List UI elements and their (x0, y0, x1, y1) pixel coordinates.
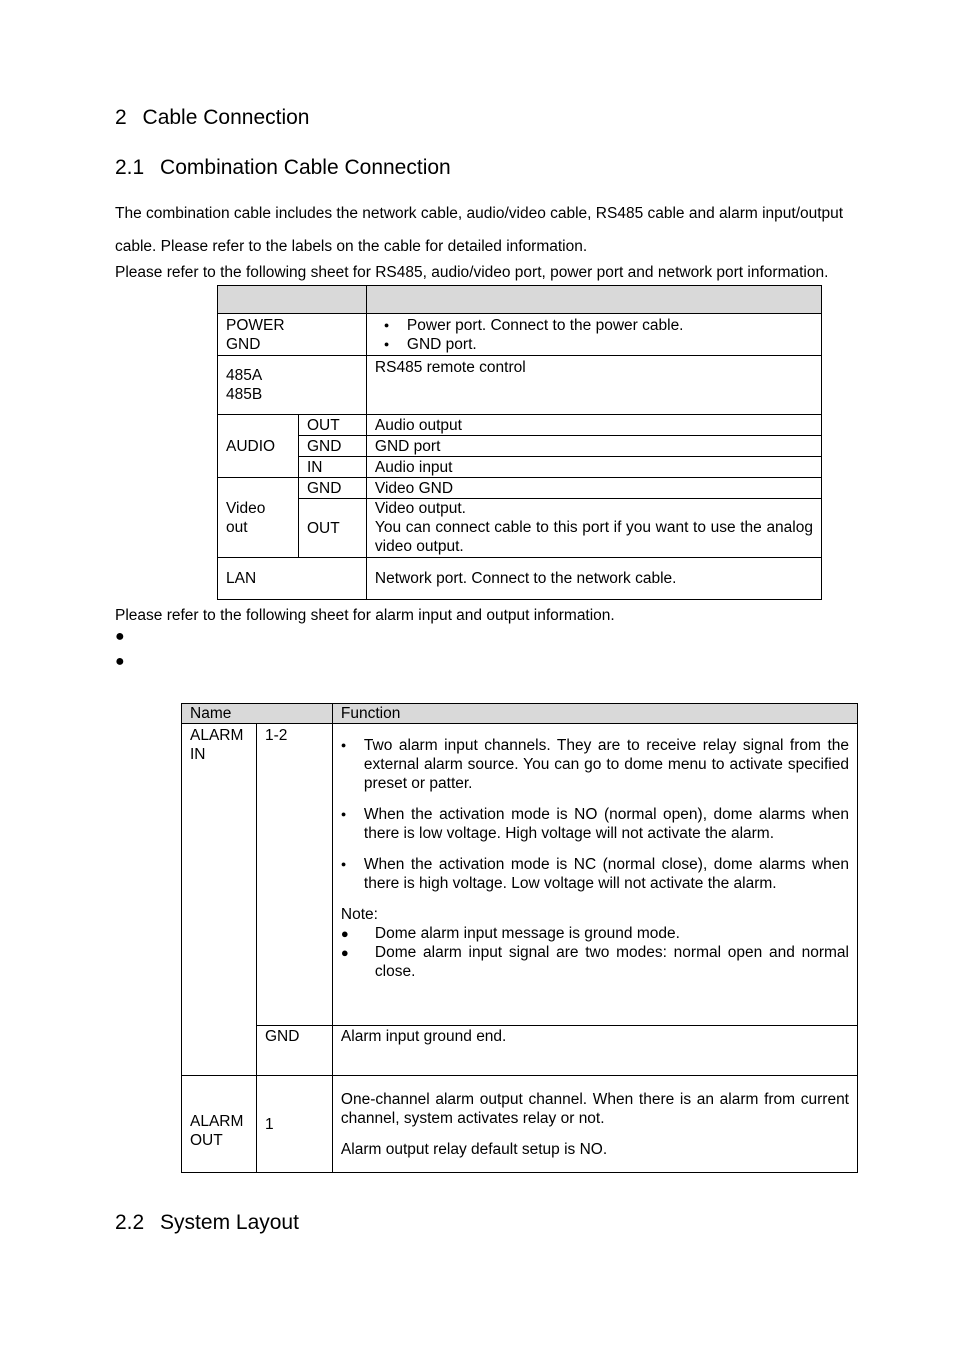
port-name: Video (226, 499, 266, 517)
port-table (217, 285, 822, 600)
desc-cell: RS485 remote control (366, 356, 821, 415)
pin-cell: GND (298, 478, 366, 499)
list-item: ● Two alarm input channels. They are to receive relay signal from the external alarm source. You can go to dome menu to activate specified preset or patter. (341, 736, 849, 793)
section-number: 2.1 (115, 156, 145, 179)
port-name: 485A (226, 367, 263, 384)
alarm-in-bullets (341, 736, 849, 893)
note-bullets (341, 924, 849, 981)
desc-line: You can connect cable to this port if you want to use the analog video output. (374, 519, 813, 555)
table-row (218, 436, 822, 457)
header-cell (366, 286, 821, 314)
table-row (218, 558, 822, 600)
pin-cell (298, 314, 366, 356)
power-bullets (375, 316, 813, 354)
header-name: Name (182, 704, 333, 724)
list-item: ● Dome alarm input signal are two modes: normal open and normal close. (341, 943, 849, 981)
desc-line: Video output. (374, 500, 466, 517)
header-function: Function (332, 704, 857, 724)
alarm-table-header (182, 704, 858, 724)
alarm-in-function (332, 724, 857, 1026)
port-name-cell (218, 356, 299, 415)
pin-cell: GND (298, 436, 366, 457)
list-item: ● Dome alarm input message is ground mode. (341, 924, 849, 943)
port-name-cell (218, 478, 299, 558)
section-heading-2-2 (115, 1211, 299, 1235)
section-title: Combination Cable Connection (160, 156, 451, 179)
list-item: ● Power port. Connect to the power cable. (384, 316, 813, 335)
alarm-table (181, 703, 858, 1173)
port-table-header (218, 286, 822, 314)
alarm-gnd-pin: GND (256, 1026, 332, 1076)
alarm-in-name: ALARM IN (182, 724, 257, 1076)
table-row (218, 478, 822, 499)
desc-cell (366, 314, 821, 356)
section-number: 2 (115, 106, 127, 129)
alarm-out-name: ALARM OUT (182, 1076, 257, 1173)
desc-cell: Video GND (366, 478, 821, 499)
empty-bullet: ● (115, 653, 125, 670)
table-row (218, 499, 822, 558)
table-row (218, 356, 822, 415)
section-heading-2-1 (115, 156, 451, 180)
table-row (182, 1076, 858, 1173)
note-label: Note: (340, 906, 378, 923)
port-name-cell: AUDIO (218, 415, 299, 478)
alarm-gnd-desc: Alarm input ground end. (332, 1026, 857, 1076)
port-name: GND (226, 335, 261, 353)
port-name-cell: LAN (218, 558, 367, 600)
table-row (218, 457, 822, 478)
intro-line-3: Please refer to the following sheet for RS485, audio/video port, power port and network port information. (115, 264, 829, 281)
header-cell (218, 286, 367, 314)
port-name: POWER (226, 316, 285, 334)
alarm-intro: Please refer to the following sheet for alarm input and output information. (115, 607, 615, 624)
table-row (182, 724, 858, 1026)
table-row (218, 415, 822, 436)
section-heading-2 (115, 106, 309, 130)
pin-cell: OUT (298, 499, 366, 558)
pin-cell: IN (298, 457, 366, 478)
pin-cell: OUT (298, 415, 366, 436)
intro-line-2: cable. Please refer to the labels on the cable for detailed information. (115, 238, 588, 255)
desc-cell (366, 499, 821, 558)
empty-bullet: ● (115, 628, 125, 645)
port-name-cell (218, 314, 299, 356)
alarm-in-channels: 1-2 (256, 724, 332, 1026)
table-row (218, 314, 822, 356)
desc-cell: Audio input (366, 457, 821, 478)
alarm-out-channels: 1 (256, 1076, 332, 1173)
desc-line: Alarm output relay default setup is NO. (340, 1140, 608, 1158)
port-name: out (226, 518, 248, 536)
list-item: ● When the activation mode is NO (normal open), dome alarms when there is low voltage. High voltage will not activate the alarm. (341, 805, 849, 843)
pin-cell (298, 356, 366, 415)
desc-cell: GND port (366, 436, 821, 457)
desc-cell: Network port. Connect to the network cable. (366, 558, 821, 600)
list-item: ● GND port. (384, 335, 813, 354)
list-item: ● When the activation mode is NC (normal close), dome alarms when there is high voltage. Low voltage will not activate the alarm. (341, 855, 849, 893)
section-title: Cable Connection (142, 106, 310, 129)
port-name: 485B (226, 386, 263, 403)
section-title: System Layout (160, 1211, 299, 1234)
desc-cell: Audio output (366, 415, 821, 436)
section-number: 2.2 (115, 1211, 145, 1234)
desc-line: One-channel alarm output channel. When there is an alarm from current channel, system activates relay or not. (340, 1090, 849, 1127)
table-row (182, 1026, 858, 1076)
alarm-out-function (332, 1076, 857, 1173)
intro-line-1: The combination cable includes the network cable, audio/video cable, RS485 cable and alarm input/output (115, 205, 844, 222)
